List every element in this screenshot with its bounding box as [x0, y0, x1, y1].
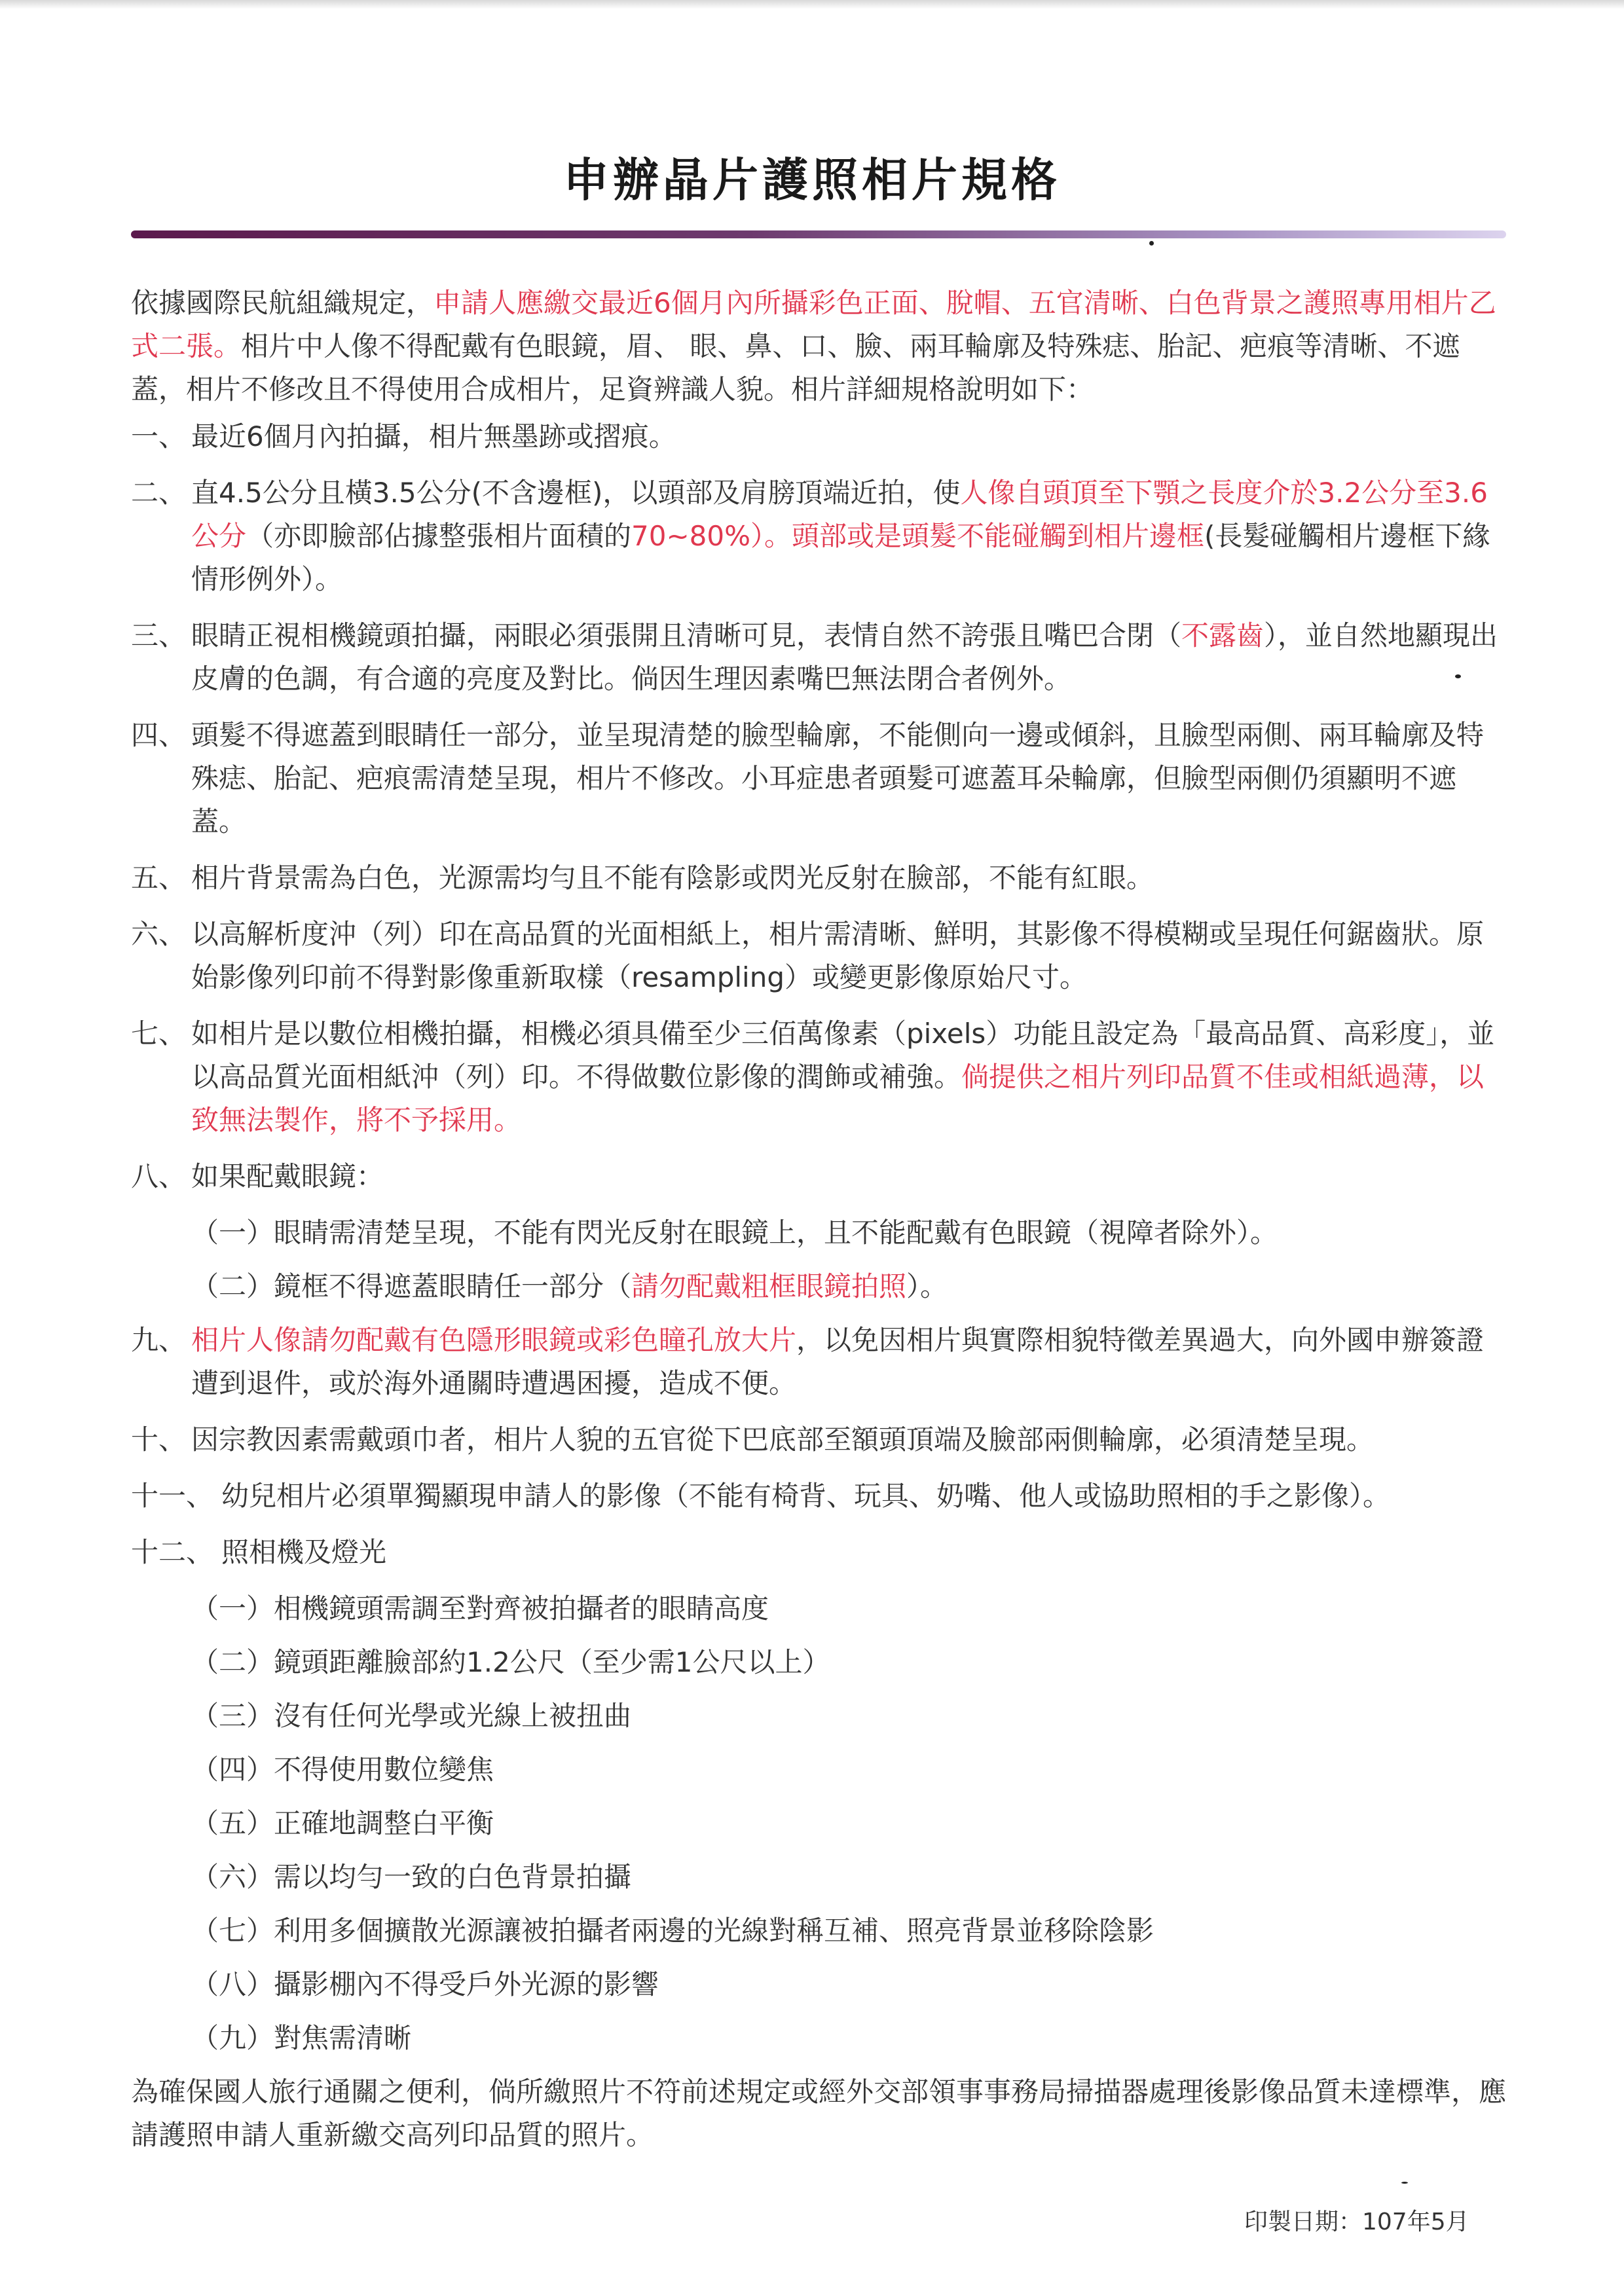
item-number: 二、: [131, 477, 187, 509]
rule-item-5: [131, 856, 1509, 900]
item-text-part: ，以免因相片與實際相貌特徵差異過大，向外國申辦簽證遭到退件，或於海外通關時遭遇困擾，造成不便。: [191, 1324, 1485, 1399]
item-number: 一、: [131, 420, 187, 452]
intro-text: 依據國際民航組織規定，: [131, 287, 434, 319]
item-number: 五、: [131, 862, 187, 894]
rule-item-8: [131, 1155, 1509, 1198]
item-number: 十一、: [131, 1480, 214, 1512]
rule-item-12: [131, 1531, 1509, 1574]
item-text: [191, 614, 1509, 701]
camera-sub-item-6: （六）需以均勻一致的白色背景拍攝: [191, 1861, 632, 1893]
intro-paragraph: [131, 282, 1509, 411]
item-number: 七、: [131, 1018, 187, 1050]
item-text: 因宗教因素需戴頭巾者，相片人貌的五官從下巴底部至額頭頂端及臉部兩側輪廓，必須清楚呈現。: [191, 1423, 1375, 1456]
item-text: 照相機及燈光: [221, 1536, 387, 1568]
intro-highlight: 申請人應繳交最近6個月內所攝彩色正面、脫帽、五官清晰、白色背景之護照專用相片乙式二張。: [131, 287, 1496, 362]
rule-item-7: [131, 1012, 1509, 1142]
item-text: 以高解析度沖（列）印在高品質的光面相紙上，相片需清晰、鮮明，其影像不得模糊或呈現任何鋸齒狀。原始影像列印前不得對影像重新取樣（resampling）或變更影像原始尺寸。: [191, 918, 1485, 993]
item-number: 十二、: [131, 1536, 214, 1568]
camera-sub-item-1: （一）相機鏡頭需調至對齊被拍攝者的眼睛高度: [191, 1592, 769, 1625]
item-text-part: ），並自然地顯現出皮膚的色調，有合適的亮度及對比。倘因生理因素嘴巴無法閉合者例外。: [191, 619, 1498, 695]
rule-item-1: [131, 415, 1509, 458]
item-text: 最近6個月內拍攝，相片無墨跡或摺痕。: [191, 420, 676, 452]
item-number: 十、: [131, 1423, 187, 1456]
sub-text-part: ）。: [906, 1270, 948, 1302]
item-text-part: (長髮碰觸相片邊框下緣情形例外）。: [191, 520, 1490, 595]
item-text-part: 眼睛正視相機鏡頭拍攝，兩眼必須張開且清晰可見，表情自然不誇張且嘴巴合閉（: [191, 619, 1182, 652]
item-number: 六、: [131, 918, 187, 950]
scan-edge: [0, 0, 1624, 9]
camera-sub-item-9: （九）對焦需清晰: [191, 2022, 412, 2054]
sub-text-part: （二）鏡框不得遮蓋眼睛任一部分（: [191, 1270, 632, 1302]
rule-item-6: [131, 913, 1509, 999]
print-date: 印製日期：107年5月: [1244, 2209, 1469, 2235]
camera-sub-item-4: （四）不得使用數位變焦: [191, 1753, 494, 1786]
item-text: [191, 1319, 1509, 1405]
item-text: 如果配戴眼鏡：: [191, 1160, 384, 1192]
item-number: 四、: [131, 719, 187, 751]
document-body: [131, 282, 1509, 2184]
sub-highlight: 請勿配戴粗框眼鏡拍照: [631, 1270, 907, 1302]
item-text: 相片背景需為白色，光源需均勻且不能有陰影或閃光反射在臉部，不能有紅眼。: [191, 862, 1154, 894]
scan-speck: [1401, 2182, 1408, 2184]
item-text: [191, 1012, 1509, 1142]
item-text-part: 如相片是以數位相機拍攝，相機必須具備至少三佰萬像素（pixels）功能且設定為「最高品質、高彩度」，並以高品質光面相紙沖（列）印。不得做數位影像的潤飾或補強。: [191, 1018, 1495, 1093]
closing-paragraph: 為確保國人旅行通關之便利，倘所繳照片不符前述規定或經外交部領事事務局掃描器處理後影像品質未達標準，應請護照申請人重新繳交高列印品質的照片。: [131, 2076, 1507, 2151]
item-number: 三、: [131, 619, 187, 652]
item-highlight: 70~80%）。頭部或是頭髮不能碰觸到相片邊框: [631, 520, 1205, 552]
item-text-part: （亦即臉部佔據整張相片面積的: [246, 520, 632, 552]
rule-item-4: [131, 714, 1509, 843]
rule-item-3: [131, 614, 1509, 701]
rule-item-9: [131, 1319, 1509, 1405]
page-title: 申辦晶片護照相片規格: [563, 153, 1061, 207]
title-divider: [131, 230, 1506, 238]
camera-sub-item-5: （五）正確地調整白平衡: [191, 1807, 494, 1839]
item-highlight: 人像自頭頂至下顎之長度介於3.2公分至3.6公分: [191, 477, 1488, 552]
rule-item-10: [131, 1418, 1509, 1461]
item-text: 頭髮不得遮蓋到眼睛任一部分，並呈現清楚的臉型輪廓，不能側向一邊或傾斜，且臉型兩側、兩耳輪廓及特殊痣、胎記、疤痕需清楚呈現，相片不修改。小耳症患者頭髮可遮蓋耳朵輪廓，但臉型兩側仍須顯明不遮蓋。: [191, 719, 1485, 837]
camera-sub-item-3: （三）沒有任何光學或光線上被扭曲: [191, 1700, 632, 1732]
item-text: 幼兒相片必須單獨顯現申請人的影像（不能有椅背、玩具、奶嘴、他人或協助照相的手之影像）。: [221, 1480, 1391, 1512]
camera-sub-item-2: （二）鏡頭距離臉部約1.2公尺（至少需1公尺以上）: [191, 1646, 830, 1678]
glasses-sub-item-1: （一）眼睛需清楚呈現，不能有閃光反射在眼鏡上，且不能配戴有色眼鏡（視障者除外）。: [191, 1217, 1278, 1249]
item-highlight: 倘提供之相片列印品質不佳或相紙過薄，以致無法製作，將不予採用。: [191, 1061, 1485, 1136]
glasses-sub-item-2: [131, 1265, 1509, 1308]
item-number: 九、: [131, 1324, 187, 1356]
camera-sub-item-8: （八）攝影棚內不得受戶外光源的影響: [191, 1968, 659, 2000]
item-highlight: 不露齒: [1181, 619, 1264, 652]
item-number: 八、: [131, 1160, 187, 1192]
item-text-part: 直4.5公分且橫3.5公分(不含邊框)，以頭部及肩膀頂端近拍，使: [191, 477, 961, 509]
scan-speck: [1455, 674, 1461, 678]
item-highlight: 相片人像請勿配戴有色隱形眼鏡或彩色瞳孔放大片: [191, 1324, 797, 1356]
camera-sub-item-7: （七）利用多個擴散光源讓被拍攝者兩邊的光線對稱互補、照亮背景並移除陰影: [191, 1915, 1154, 1947]
rule-item-11: [131, 1475, 1509, 1518]
scan-speck: [1149, 241, 1154, 246]
rule-item-2: [131, 471, 1509, 601]
item-text: [191, 471, 1509, 601]
intro-text-2: 相片中人像不得配戴有色眼鏡，眉、 眼、鼻、口、臉、兩耳輪廓及特殊痣、胎記、疤痕等清晰、不遮蓋，相片不修改且不得使用合成相片，足資辨識人貌。相片詳細規格說明如下：: [131, 330, 1460, 405]
